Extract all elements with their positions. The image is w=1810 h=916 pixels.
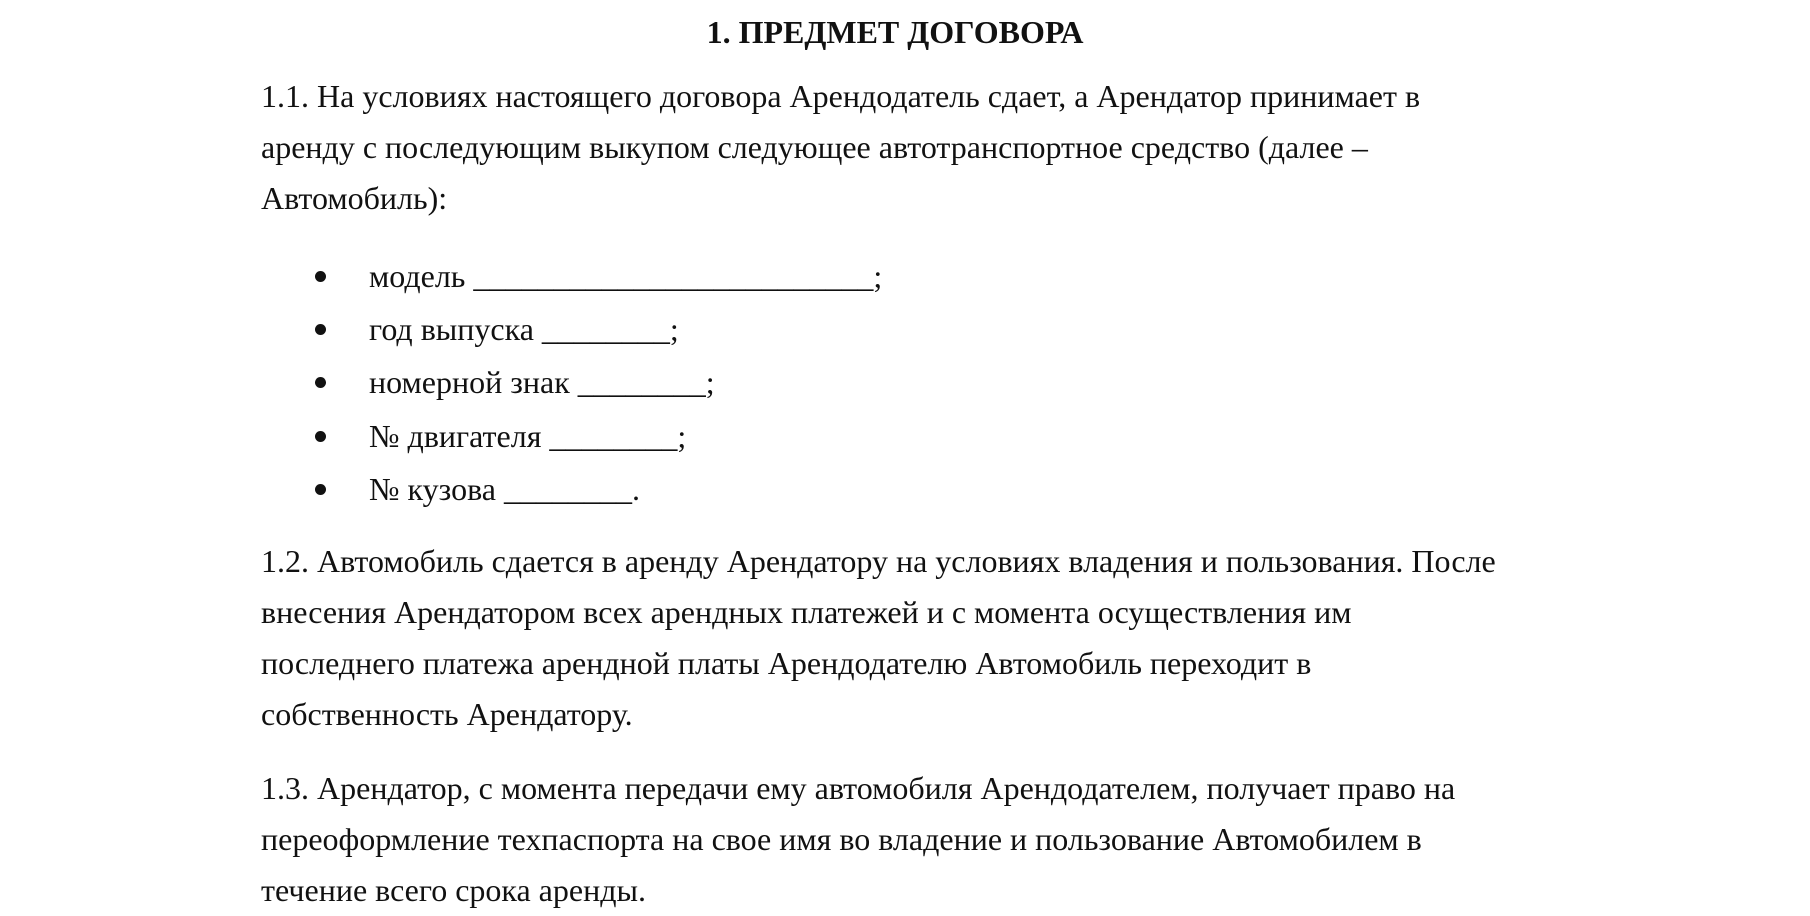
list-item-text: год выпуска ________; xyxy=(369,311,679,347)
paragraph-1-1 xyxy=(261,71,1701,224)
list-item-body xyxy=(0,464,1000,514)
list-item-text: № двигателя ________; xyxy=(369,418,687,454)
paragraph-line: внесения Арендатором всех арендных платежей и с момента осуществления им xyxy=(261,594,1352,630)
paragraph-1-2 xyxy=(261,536,1701,740)
bullet-icon xyxy=(315,484,326,495)
paragraph-line: переоформление техпаспорта на свое имя во владение и пользование Автомобилем в xyxy=(261,821,1422,857)
list-item-text: модель _________________________; xyxy=(369,258,883,294)
section-heading: 1. ПРЕДМЕТ ДОГОВОРА xyxy=(706,14,1084,50)
paragraph-line: аренду с последующим выкупом следующее автотранспортное средство (далее – xyxy=(261,129,1368,165)
list-item-model xyxy=(0,251,1000,301)
list-item-plate xyxy=(0,357,1000,407)
bullet-icon xyxy=(315,377,326,388)
paragraph-line: 1.2. Автомобиль сдается в аренду Арендатору на условиях владения и пользования. После xyxy=(261,543,1496,579)
paragraph-line: 1.1. На условиях настоящего договора Арендодатель сдает, а Арендатор принимает в xyxy=(261,78,1421,114)
list-item-year xyxy=(0,304,1000,354)
paragraph-line: течение всего срока аренды. xyxy=(261,872,646,908)
paragraph-line: 1.3. Арендатор, с момента передачи ему автомобиля Арендодателем, получает право на xyxy=(261,770,1456,806)
bullet-icon xyxy=(315,271,326,282)
paragraph-1-3 xyxy=(261,763,1701,916)
list-item-engine xyxy=(0,411,1000,461)
paragraph-line: собственность Арендатору. xyxy=(261,696,633,732)
paragraph-line: последнего платежа арендной платы Арендодателю Автомобиль переходит в xyxy=(261,645,1312,681)
list-item-text: № кузова ________. xyxy=(369,471,640,507)
list-item-text: номерной знак ________; xyxy=(369,364,715,400)
bullet-icon xyxy=(315,431,326,442)
bullet-icon xyxy=(315,324,326,335)
paragraph-line: Автомобиль): xyxy=(261,180,448,216)
